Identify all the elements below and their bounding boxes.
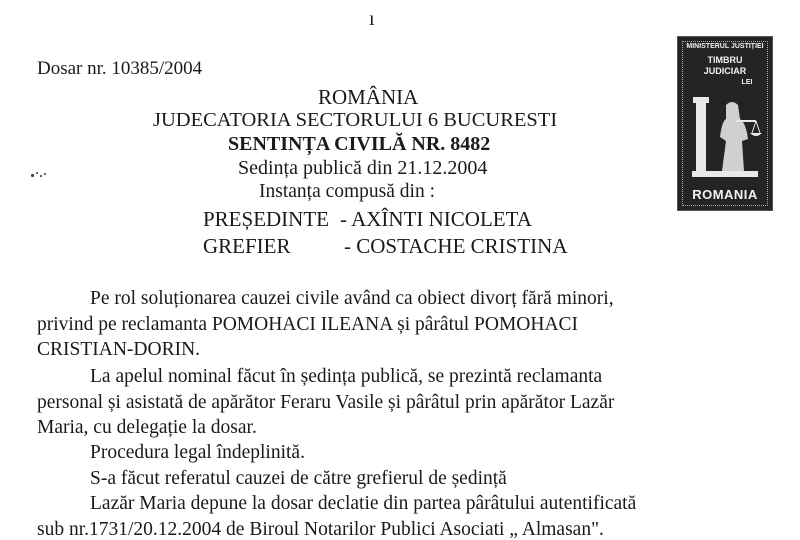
body-line: La apelul nominal făcut în ședința publică, se prezintă reclamanta — [90, 366, 603, 387]
president-role: PREȘEDINTE — [203, 207, 329, 231]
body-line: Maria, cu delegație la dosar. — [37, 417, 257, 438]
body-line: sub nr.1731/20.12.2004 de Biroul Notarilor Publici Asociati „ Almasan". — [37, 519, 604, 540]
body-line: CRISTIAN-DORIN. — [37, 339, 201, 360]
stamp-country: ROMANIA — [692, 187, 758, 202]
body-line: S-a făcut referatul cauzei de către grefierul de ședință — [90, 468, 507, 489]
stamp-judiciar: JUDICIAR — [703, 66, 747, 76]
header-country: ROMÂNIA — [318, 85, 419, 109]
scan-speck — [31, 174, 34, 177]
body-line: personal și asistată de apărător Feraru Vasile și pârâtul prin apărător Lazăr — [37, 392, 615, 413]
stamp-timbru: TIMBRU — [707, 55, 743, 65]
body-line: Procedura legal îndeplinită. — [90, 442, 305, 463]
stamp-ministry: MINISTERUL JUSTIȚIEI — [686, 43, 764, 50]
body-line: Pe rol soluționarea cauzei civile având ca obiect divorț fără minori, — [90, 288, 614, 309]
header-session: Sedința publică din 21.12.2004 — [238, 157, 488, 179]
scan-speck — [44, 173, 46, 175]
header-sentence: SENTINȚA CIVILĂ NR. 8482 — [228, 133, 491, 155]
header-court: JUDECATORIA SECTORULUI 6 BUCURESTI — [153, 109, 558, 131]
top-mark: ı — [369, 8, 375, 30]
scan-speck — [36, 172, 38, 174]
file-number: Dosar nr. 10385/2004 — [37, 58, 203, 79]
president-name: - AXÎNTI NICOLETA — [340, 207, 532, 231]
justice-figure-icon — [686, 87, 764, 183]
scan-speck — [40, 175, 42, 177]
body-line: privind pe reclamanta POMOHACI ILEANA și pârâtul POMOHACI — [37, 314, 579, 335]
clerk-name: - COSTACHE CRISTINA — [344, 234, 568, 258]
header-composition: Instanța compusă din : — [259, 181, 436, 202]
stamp-value: LEI — [741, 79, 753, 86]
judicial-stamp — [678, 37, 772, 210]
clerk-role: GREFIER — [203, 234, 291, 258]
body-line: Lazăr Maria depune la dosar declatie din partea pârâtului autentificată — [90, 493, 637, 514]
